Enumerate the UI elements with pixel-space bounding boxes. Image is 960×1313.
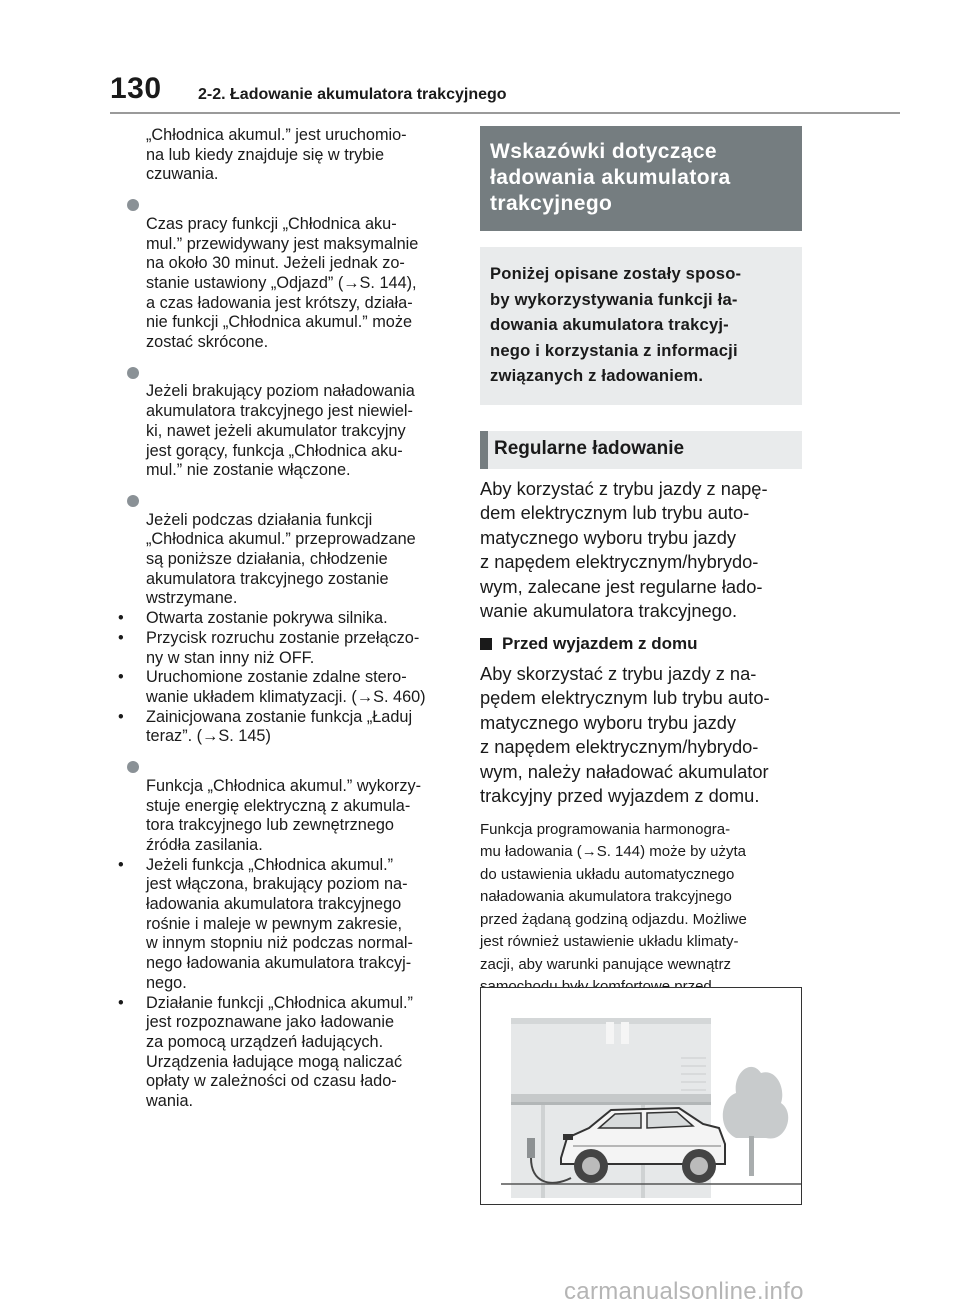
sub-bullet-icon: • bbox=[118, 609, 124, 628]
body-paragraph: Aby skorzystać z trybu jazdy z na- pędem elektrycznym lub trybu auto- matycznego wyboru trybu jazdy z napędem elektrycznym/hybrydo- wym, należy naładować akumulator trakcyjny przed wyjazdem z domu. bbox=[480, 662, 770, 806]
bullet-dot-icon bbox=[127, 199, 139, 211]
body-paragraph: Aby korzystać z trybu jazdy z napę- dem elektrycznym lub trybu auto- matycznego wyboru trybu jazdy z napędem elektrycznym/hybrydo- wym, zalecane jest regularne łado- wanie akumulatora trakcyjnego. bbox=[480, 477, 768, 621]
sub-list bbox=[110, 609, 460, 747]
bullet-paragraph bbox=[110, 195, 460, 353]
subheading-text: Przed wyjazdem z domu bbox=[502, 633, 698, 653]
sub-item bbox=[110, 609, 460, 629]
sub-bullet-icon: • bbox=[118, 668, 124, 687]
right-column bbox=[480, 126, 802, 1021]
square-bullet-icon bbox=[480, 638, 492, 650]
body-paragraph-small: Funkcja programowania harmonogra- mu ładowania (→S. 144) może by użyta do ustawienia układu automatycznego naładowania akumulatora trakcyjnego przed żądaną godziną odjazdu. Możliwe jest również ustawienie układu klimaty- zacji, aby warunki panujące wewnątrz bbox=[480, 820, 747, 973]
sub-item-text: Przycisk rozruchu zostanie przełączo- ny w stan inny niż OFF. bbox=[146, 628, 420, 667]
bullet-paragraph bbox=[110, 757, 460, 856]
heading-accent-bar bbox=[480, 431, 488, 469]
left-column bbox=[110, 126, 460, 1112]
sub-bullet-icon: • bbox=[118, 993, 124, 1012]
sub-item bbox=[110, 708, 460, 747]
sub-bullet-icon: • bbox=[118, 628, 124, 647]
subheading bbox=[480, 632, 802, 656]
subsection-heading bbox=[480, 431, 802, 469]
bullet-dot-icon bbox=[127, 761, 139, 773]
sub-bullet-icon: • bbox=[118, 707, 124, 726]
subsection-title: Regularne ładowanie bbox=[494, 437, 685, 459]
sub-item bbox=[110, 994, 460, 1112]
sub-item-text: Otwarta zostanie pokrywa silnika. bbox=[146, 609, 388, 628]
sub-item bbox=[110, 856, 460, 994]
sub-item-text: Jeżeli funkcja „Chłodnica akumul.” jest włączona, brakujący poziom na- ładowania akumulatora trakcyjnego rośnie i maleje w pewnym zakresie, w innym stopniu niż podczas normal- nego ładowania akumulatora trakcyj- nego. bbox=[146, 855, 413, 992]
watermark: carmanualsonline.info bbox=[564, 1278, 804, 1305]
sub-bullet-icon: • bbox=[118, 855, 124, 874]
section-heading-box: Wskazówki dotyczące ładowania akumulatora trakcyjnego bbox=[480, 126, 802, 231]
bullet-dot-icon bbox=[127, 495, 139, 507]
bullet-paragraph bbox=[110, 363, 460, 481]
charging-car-illustration bbox=[480, 987, 802, 1205]
summary-box: Poniżej opisane zostały sposo- by wykorzystywania funkcji ła- dowania akumulatora trakcyj- nego i korzystania z informacji związanych z ładowaniem. bbox=[480, 247, 802, 405]
sub-item-text: Uruchomione zostanie zdalne stero- wanie układem klimatyzacji. (→S. 460) bbox=[146, 668, 426, 706]
sub-item-text: Zainicjowana zostanie funkcja „Ładuj teraz”. (→S. 145) bbox=[146, 707, 413, 746]
sub-item bbox=[110, 629, 460, 668]
bullet-dot-icon bbox=[127, 367, 139, 379]
header-divider bbox=[110, 112, 900, 114]
bullet-text: Jeżeli brakujący poziom naładowania akumulatora trakcyjnego jest niewiel- ki, nawet jeżeli akumulator trakcyjny jest gorący, funkcja „Chłodnica aku- mul.” nie zostanie włączone. bbox=[146, 382, 415, 480]
section-title: 2-2. Ładowanie akumulatora trakcyjnego bbox=[198, 86, 507, 103]
intro-paragraph: „Chłodnica akumul.” jest uruchomio- na lub kiedy znajduje się w trybie czuwania. bbox=[146, 126, 407, 184]
bullet-paragraph bbox=[110, 491, 460, 609]
bullet-text: Jeżeli podczas działania funkcji „Chłodnica akumul.” przeprowadzane są poniższe działania, chłodzenie akumulatora trakcyjnego zostanie wstrzymane. bbox=[146, 510, 416, 608]
sub-list bbox=[110, 856, 460, 1112]
house-car-charger-icon bbox=[481, 988, 801, 1204]
bullet-text: Funkcja „Chłodnica akumul.” wykorzy- stuje energię elektryczną z akumula- tora trakcyjnego lub zewnętrznego źródła zasilania. bbox=[146, 776, 422, 854]
page-number: 130 bbox=[110, 72, 162, 105]
page-header bbox=[0, 0, 960, 118]
sub-item bbox=[110, 668, 460, 707]
bullet-text: Czas pracy funkcji „Chłodnica aku- mul.” przewidywany jest maksymalnie na około 30 minut. Jeżeli jednak zo- stanie ustawiony „Odjazd” (→S. 144), a czas ładowania jest krótszy, działa- nie funkcji „Chłodnica akumul.” może zostać skrócone. bbox=[146, 214, 419, 352]
sub-item-text: Działanie funkcji „Chłodnica akumul.” jest rozpoznawane jako ładowanie za pomocą urządzeń ładujących. Urządzenia ładujące mogą naliczać opłaty w zależności od czasu łado- wania. bbox=[146, 993, 413, 1111]
